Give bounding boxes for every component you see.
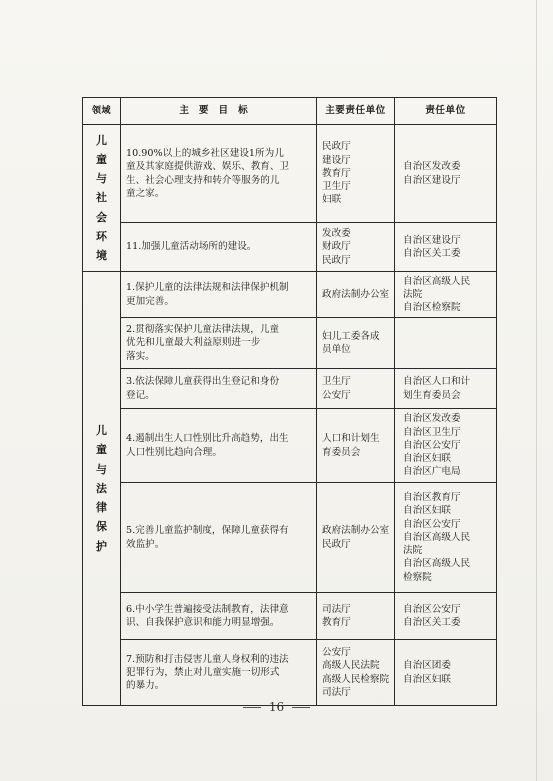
cell-line: 环: [96, 229, 107, 243]
cell-line: 自治区公安厅: [403, 439, 461, 451]
header-domain: 领域: [83, 98, 121, 125]
table-row: [83, 640, 497, 706]
cell-line: 高级人民法院: [322, 660, 380, 672]
cell-line: 更加完善。: [126, 295, 174, 307]
cell-line: 法院: [403, 545, 423, 557]
cell-line: 11.加强儿童活动场所的建设。: [126, 241, 257, 253]
cell-line: 自治区发改委: [403, 161, 461, 173]
cell-line: 7.预防和打击侵害儿童人身权利的违法: [126, 653, 289, 665]
unit-cell: [395, 223, 497, 272]
main-unit-cell: [317, 272, 395, 318]
cell-line: 6.中小学生普遍接受法制教育，法律意: [126, 603, 289, 615]
cell-line: 保: [96, 520, 107, 534]
goal-cell: [121, 223, 317, 272]
page-number: [0, 700, 553, 714]
table-row: [83, 125, 497, 223]
cell-line: 社: [96, 191, 107, 205]
table-row: [83, 409, 497, 483]
page-number-dash-right: [292, 707, 310, 708]
cell-line: 生、社会心理支持和转介等服务的儿: [126, 174, 280, 186]
cell-line: 自治区公安厅: [403, 518, 461, 530]
table-row: [83, 223, 497, 272]
cell-line: 自治区广电局: [403, 466, 461, 478]
cell-line: 建设厅: [322, 154, 351, 166]
cell-line: 自治区建设厅: [403, 234, 461, 246]
cell-line: 民政厅: [322, 538, 351, 550]
unit-cell: [395, 369, 497, 409]
header-main-unit: 主要责任单位: [317, 98, 395, 125]
unit-cell: [395, 409, 497, 483]
cell-line: 自治区团委: [403, 660, 451, 672]
main-unit-cell: [317, 318, 395, 369]
cell-line: 民政厅: [322, 141, 351, 153]
cell-line: 境: [96, 249, 107, 263]
main-unit-cell: [317, 593, 395, 640]
cell-line: 律: [96, 501, 107, 515]
cell-line: 1.保护儿童的法律法规和法律保护机制: [126, 282, 289, 294]
page-number-dash-left: [243, 707, 261, 708]
cell-line: 妇儿工委各成: [322, 330, 380, 342]
cell-line: 自治区教育厅: [403, 492, 461, 504]
goal-cell: [121, 318, 317, 369]
cell-line: 育委员会: [322, 446, 361, 458]
unit-cell: [395, 125, 497, 223]
cell-line: 划生育委员会: [403, 389, 461, 401]
cell-line: 护: [96, 539, 107, 553]
cell-line: 自治区发改委: [403, 413, 461, 425]
main-unit-cell: [317, 409, 395, 483]
cell-line: 政府法制办公室: [322, 525, 390, 537]
unit-cell: [395, 593, 497, 640]
cell-line: 儿: [96, 133, 107, 147]
binding-edge: [536, 0, 537, 781]
main-unit-cell: [317, 483, 395, 593]
cell-line: 识、自我保护意识和能力明显增强。: [126, 617, 280, 628]
cell-line: 自治区建设厅: [403, 174, 461, 186]
cell-line: 卫生厅: [322, 181, 351, 193]
goal-cell: [121, 409, 317, 483]
main-unit-cell: [317, 125, 395, 223]
table-row: [83, 593, 497, 640]
unit-cell: [395, 318, 497, 369]
cell-line: 妇联: [322, 194, 342, 206]
goal-cell: [121, 483, 317, 593]
cell-line: 5.完善儿童监护制度，保障儿童获得有: [126, 525, 289, 537]
goal-cell: [121, 125, 317, 223]
unit-cell: [395, 483, 497, 593]
cell-line: 司法厅: [322, 686, 351, 698]
cell-line: 自治区关工委: [403, 248, 461, 259]
cell-line: 儿: [96, 424, 107, 438]
table-header-row: [83, 98, 497, 125]
cell-line: 法: [96, 481, 107, 495]
cell-line: 自治区妇联: [403, 505, 451, 517]
table-row: [83, 483, 497, 593]
page-number-text: 16: [268, 700, 285, 714]
table-row: [83, 272, 497, 318]
cell-line: 童: [96, 443, 107, 457]
cell-line: 司法厅: [322, 603, 351, 615]
cell-line: 登记。: [126, 389, 155, 401]
cell-line: 自治区高级人民: [403, 531, 471, 543]
cell-line: 落实。: [126, 350, 155, 362]
cell-line: 自治区卫生厅: [403, 426, 461, 438]
cell-line: 自治区公安厅: [403, 603, 461, 615]
goal-cell: [121, 593, 317, 640]
cell-line: 自治区高级人民: [403, 275, 471, 287]
cell-line: 自治区妇联: [403, 453, 451, 465]
cell-line: 自治区关工委: [403, 617, 461, 628]
goals-table: [82, 97, 497, 706]
cell-line: 卫生厅: [322, 376, 351, 388]
unit-cell: [395, 640, 497, 706]
cell-line: 公安厅: [322, 389, 351, 401]
cell-line: 的暴力。: [126, 680, 165, 692]
header-goal: 主要目标: [121, 98, 317, 125]
cell-line: 公安厅: [322, 647, 351, 659]
cell-line: 童及其家庭提供游戏、娱乐、教育、卫: [126, 161, 290, 173]
main-unit-cell: [317, 640, 395, 706]
cell-line: 自治区人口和计: [403, 376, 471, 388]
cell-line: 人口性别比趋向合理。: [126, 446, 222, 458]
cell-line: 3.依法保障儿童获得出生登记和身份: [126, 376, 280, 388]
domain-cell: [83, 125, 121, 272]
main-unit-cell: [317, 223, 395, 272]
cell-line: 教育厅: [322, 617, 351, 628]
cell-line: 自治区检察院: [403, 302, 461, 314]
unit-cell: [395, 272, 497, 318]
cell-line: 员单位: [322, 344, 351, 355]
goal-cell: [121, 272, 317, 318]
cell-line: 检察院: [403, 571, 432, 583]
cell-line: 2.贯彻落实保护儿童法律法规，儿童: [126, 324, 280, 336]
cell-line: 发改委: [322, 228, 351, 240]
cell-line: 效监护。: [126, 538, 165, 550]
cell-line: 教育厅: [322, 167, 351, 179]
cell-line: 与: [96, 462, 107, 476]
cell-line: 自治区高级人民: [403, 558, 471, 570]
main-unit-cell: [317, 369, 395, 409]
cell-line: 自治区妇联: [403, 673, 451, 685]
goal-cell: [121, 369, 317, 409]
domain-cell: [83, 272, 121, 706]
cell-line: 人口和计划生: [322, 433, 380, 445]
cell-line: 高级人民检察院: [322, 673, 390, 685]
cell-line: 与: [96, 172, 107, 186]
cell-line: 会: [96, 210, 107, 224]
table-row: [83, 369, 497, 409]
cell-line: 法院: [403, 288, 423, 300]
table-row: [83, 318, 497, 369]
cell-line: 财政厅: [322, 241, 351, 253]
cell-line: 犯罪行为，禁止对儿童实施一切形式: [126, 666, 280, 678]
cell-line: 政府法制办公室: [322, 288, 390, 300]
cell-line: 童: [96, 152, 107, 166]
cell-line: 民政厅: [322, 254, 351, 266]
cell-line: 4.遏制出生人口性别比升高趋势，出生: [126, 433, 289, 445]
cell-line: 10.90%以上的城乡社区建设1所为儿: [126, 148, 284, 160]
cell-line: 童之家。: [126, 187, 165, 199]
header-unit: 责任单位: [395, 98, 497, 125]
goal-cell: [121, 640, 317, 706]
cell-line: 优先和儿童最大利益原则进一步: [126, 337, 261, 349]
